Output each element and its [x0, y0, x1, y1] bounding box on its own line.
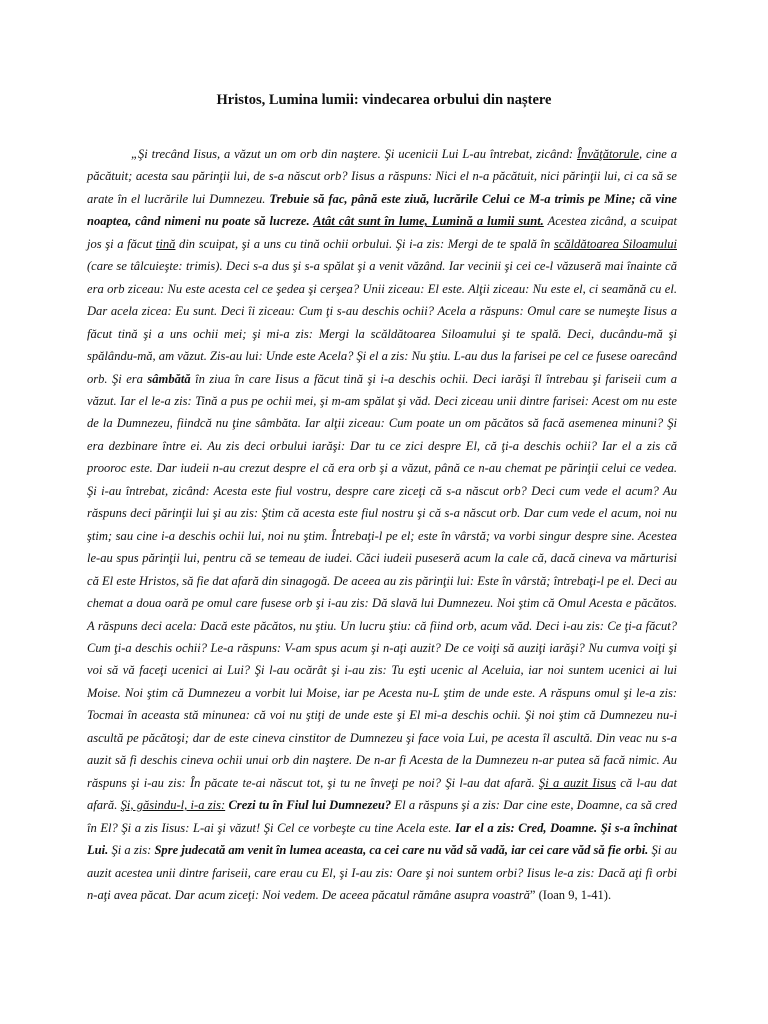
passage-segment: sâmbătă	[147, 371, 191, 386]
passage-segment: (Ioan 9, 1-41).	[535, 887, 612, 902]
passage-segment: Spre judecată am venit în lumea aceasta, ca cei care nu văd să vadă, iar cei care văd să fie orbi.	[154, 843, 649, 858]
passage-segment: din scuipat, şi a uns cu tină ochii orbului. Şi i-a zis: Mergi de te spală în	[175, 236, 554, 251]
passage-segment: Învăţătorule	[576, 147, 639, 161]
passage-segment: (care se tâlcuieşte: trimis). Deci s-a dus şi s-a spălat şi a venit văzând. Iar vecinii şi cei ce-l văzuseră mai înainte că era orb ziceau: Nu este acesta cel ce şedea şi cerşea? Unii ziceau: El este. Alţii ziceau: Nu este el, ci seamănă cu el. Dar acela zicea: Eu sunt. Deci îi ziceau: Cum ţi s-au deschis ochii? Acela a răspuns: Omul care se numeşte Iisus a făcut tină şi a uns ochii mei; şi mi-a zis: Mergi la scăldătoarea Siloamului şi te spală. Deci, ducându-mă şi spălându-mă, am văzut. Zis-au lui: Unde este Acela? Şi el a zis: Nu ştiu. L-au dus la farisei pe cel ce fusese oarecând orb. Şi era	[87, 259, 677, 386]
passage-segment: în ziua în care Iisus a făcut tină şi i-a deschis ochii. Deci iarăşi îl întrebau şi fariseii cum a văzut. Iar el le-a zis: Tină a pus pe ochii mei, şi m-am spălat şi văd. Deci ziceau unii dintre farisei: Acest om nu este de la Dumnezeu, fiindcă nu ţine sâmbăta. Iar alţii ziceau: Cum poate un om păcătos să facă asemenea minuni? Şi era dezbinare între ei. Au zis deci orbului iarăşi: Dar tu ce zici despre El, că ţi-a deschis ochii? Iar el a zis că prooroc este. Dar iudeii n-au crezut despre el că era orb şi a văzut, până ce n-au chemat pe părinţii celui ce vedea. Şi i-au întrebat, zicând: Acesta este fiul vostru, despre care ziceţi că s-a născut orb? Deci cum vede el acum? Au răspuns deci părinţii lui şi au zis: Ştim că acesta este fiul nostru şi că s-a născut orb. Dar cum vede el acum, noi nu ştim; sau cine i-a deschis ochii lui, noi nu ştim. Întrebaţi-l pe el; este în vârstă; va vorbi singur despre sine. Acestea le-au spus părinţii lui, pentru că se temeau de iudei. Căci iudeii puseseră acum la cale că, dacă cineva va mărturisi că El este Hristos, să fie dat afară din sinagogă. De aceea au zis părinţii lui: Este în vârstă; întrebaţi-l pe el. Deci au chemat a doua oară pe omul care fusese orb şi i-au zis: Dă slavă lui Dumnezeu. Noi ştim că Omul Acesta e păcătos. A răspuns deci acela: Dacă este păcătos, nu ştiu. Un lucru ştiu: că fiind orb, acum văd. Deci i-au zis: Ce ţi-a făcut? Cum ţi-a deschis ochii? Le-a răspuns: V-am spus acum şi n-aţi auzit? De ce voiţi să auziţi iarăşi? Nu cumva voiţi şi voi să vă faceţi ucenici ai Lui? Şi l-au ocărât şi i-au zis: Tu eşti ucenic al Aceluia, iar noi suntem ucenici ai lui Moise. Noi ştim că Dumnezeu a vorbit lui Moise, iar pe Acesta nu-L ştim de unde este. A răspuns omul şi le-a zis: Tocmai în aceasta stă minunea: că voi nu ştiţi de unde este şi El mi-a deschis ochii. Şi noi ştim că Dumnezeu nu-i ascultă pe păcătoşi; dar de este cineva cinstitor de Dumnezeu şi face voia Lui, pe acesta îl ascultă. Din veac nu s-a auzit să fi deschis cineva ochii unui orb din naştere. De n-ar fi Acesta de la Dumnezeu n-ar putea să facă nimic. Au răspuns şi i-au zis: În păcate te-ai născut tot, şi tu ne înveţi pe noi? Şi l-au dat afară.	[87, 371, 677, 790]
passage-segment: Şi a auzit Iisus	[538, 775, 616, 790]
passage-segment: Şi, găsindu-l, i-a zis:	[120, 798, 226, 813]
passage-segment: scăldătoarea Siloamului	[553, 236, 677, 251]
passage-segment: Acestea zicând, a scuipat jos şi a făcut	[87, 214, 677, 251]
passage-segment: , cine a păcătuit; acesta sau părinţii lui, de s-a născut orb? Iisus a răspuns: Nici el n-a păcătuit, nici părinţii lui, ci ca să se arate în el lucrările lui Dumnezeu.	[87, 147, 677, 206]
passage-segment: că l-au dat afară.	[87, 775, 677, 813]
passage-segment: ”	[529, 887, 536, 902]
passage-segment: Trebuie să fac, până este ziuă, lucrările Celui ce M-a trimis pe Mine; că vine noaptea, când nimeni nu poate să lucreze.	[87, 191, 677, 229]
passage-segment: El a răspuns şi a zis: Dar cine este, Doamne, ca să cred în El? Şi a zis Iisus: L-ai şi văzut! Şi Cel ce vorbeşte cu tine Acela este.	[87, 798, 677, 835]
passage-segment: Şi a zis:	[108, 843, 155, 858]
passage-segment: Iar el a zis: Cred, Doamne. Şi s-a închinat Lui.	[87, 820, 677, 858]
passage-segment: Şi au auzit acestea unii dintre fariseii, care erau cu El, şi I-au zis: Oare şi noi suntem orbi? Iisus le-a zis: Dacă aţi fi orbi n-aţi avea păcat. Dar acum ziceţi: Noi vedem. De aceea păcatul rămâne asupra voastră	[87, 843, 677, 902]
passage-segment: tină	[155, 236, 176, 251]
passage-segment: „Şi trecând Iisus, a văzut un om orb din naştere. Şi ucenicii Lui L-au întrebat, zicând:	[131, 147, 577, 161]
passage-segment: Crezi tu în Fiul lui Dumnezeu?	[228, 798, 392, 813]
page-title: Hristos, Lumina lumii: vindecarea orbului din naștere	[216, 92, 552, 108]
scripture-passage	[87, 143, 677, 906]
passage-segment: Atât cât sunt în lume, Lumină a lumii sunt.	[313, 214, 544, 229]
